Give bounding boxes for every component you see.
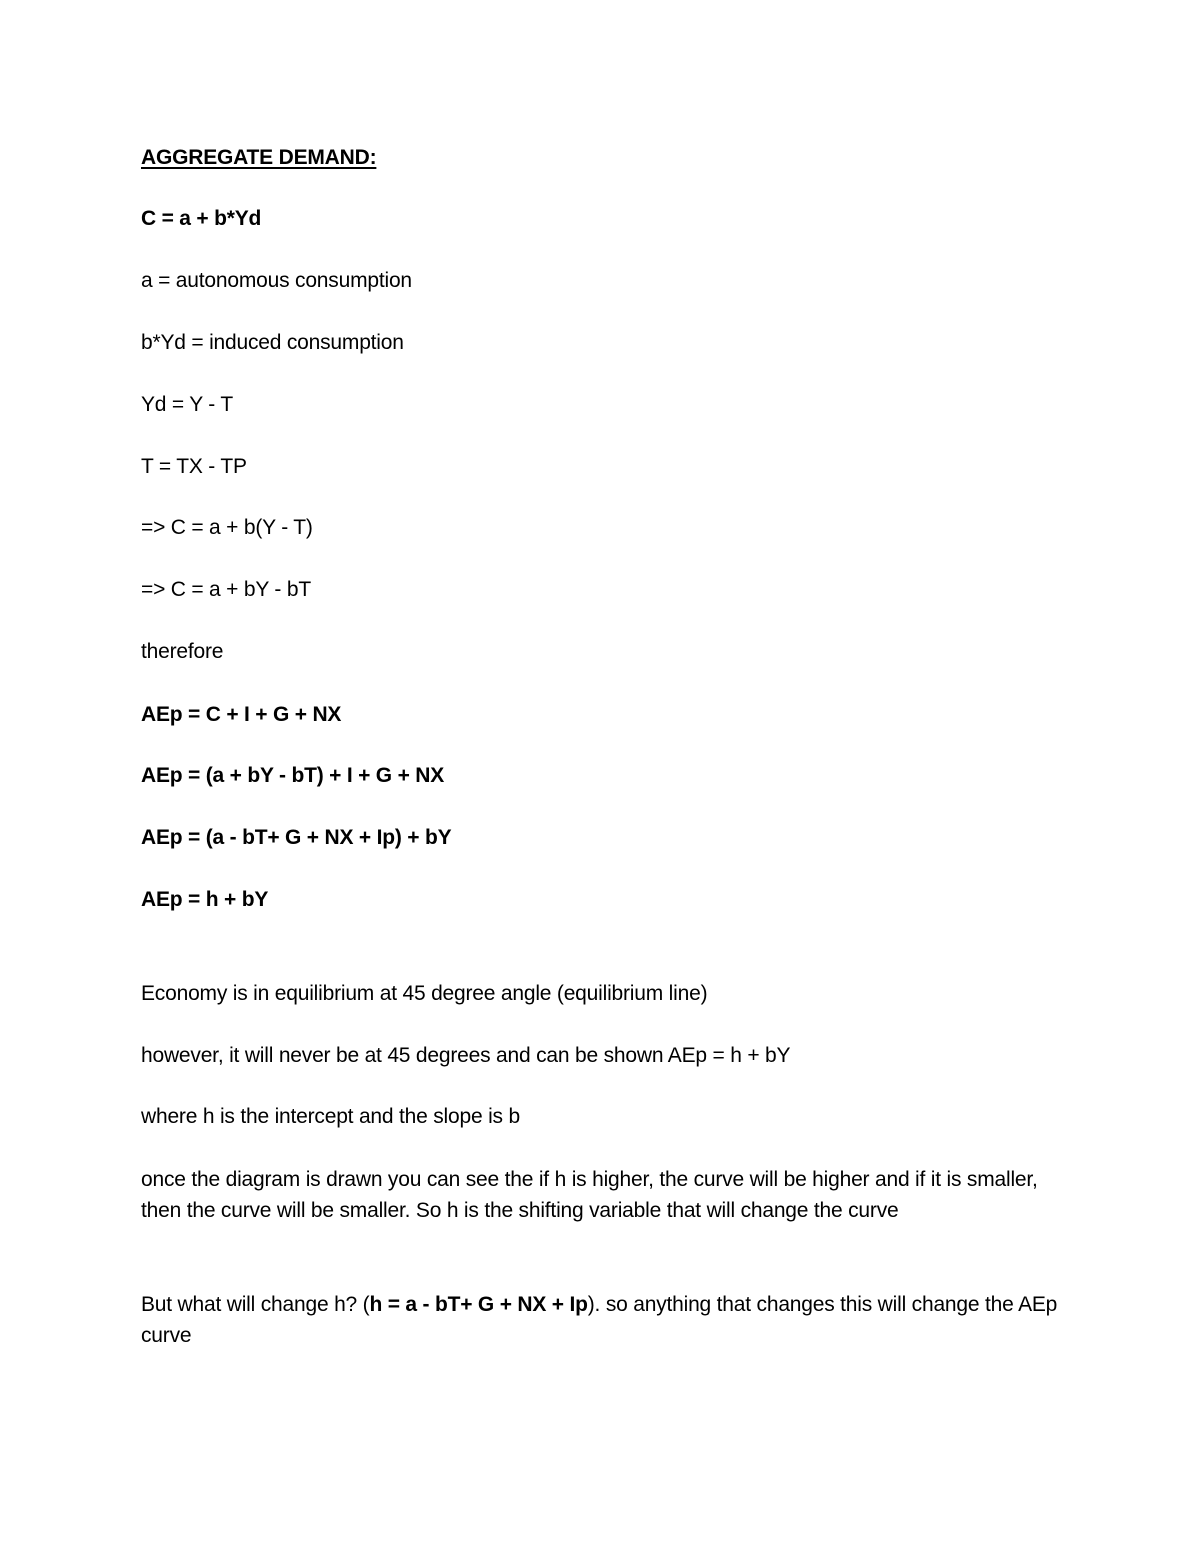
consumption-equation: C = a + b*Yd: [141, 207, 262, 230]
therefore-text: therefore: [141, 640, 224, 663]
paragraph-equilibrium: Economy is in equilibrium at 45 degree angle (equilibrium line): [141, 982, 708, 1005]
paragraph-shifting-variable: once the diagram is drawn you can see the if h is higher, the curve will be higher and if it is smaller, then the curve will be smaller. So h is the shifting variable that will change the curve: [141, 1168, 1038, 1222]
substitution-step-1: => C = a + b(Y - T): [141, 516, 313, 539]
aep-equation-1: AEp = C + I + G + NX: [141, 703, 342, 726]
paragraph-what-changes-h-end: ). so anything that changes this will change the AEp curve: [141, 1293, 1058, 1347]
autonomous-definition: a = autonomous consumption: [141, 269, 412, 292]
heading: AGGREGATE DEMAND:: [141, 146, 377, 169]
paragraph-intercept-slope: where h is the intercept and the slope is b: [141, 1105, 520, 1128]
substitution-step-2: => C = a + bY - bT: [141, 578, 311, 601]
paragraph-never-45: however, it will never be at 45 degrees and can be shown AEp = h + bY: [141, 1044, 791, 1067]
disposable-income-equation: Yd = Y - T: [141, 393, 233, 416]
taxes-equation: T = TX - TP: [141, 455, 247, 478]
paragraph-what-changes-h: [141, 1289, 1061, 1351]
aep-equation-3: AEp = (a - bT+ G + NX + Ip) + bY: [141, 826, 452, 849]
induced-definition: b*Yd = induced consumption: [141, 331, 404, 354]
aep-equation-2: AEp = (a + bY - bT) + I + G + NX: [141, 764, 445, 787]
h-formula: h = a - bT+ G + NX + Ip: [369, 1293, 588, 1316]
paragraph-what-changes-h-start: But what will change h? (: [141, 1293, 370, 1316]
aep-equation-4: AEp = h + bY: [141, 888, 269, 911]
